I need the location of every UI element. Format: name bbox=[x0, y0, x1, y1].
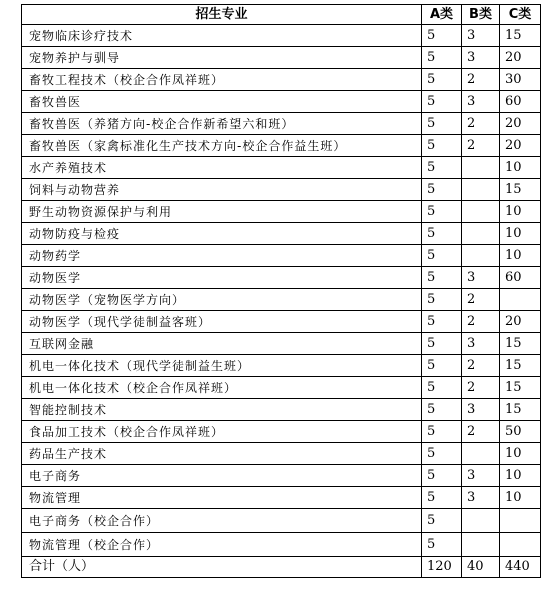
category-c-cell: 50 bbox=[500, 421, 541, 443]
category-b-cell: 3 bbox=[462, 25, 500, 47]
table-row bbox=[22, 487, 541, 509]
category-a-cell: 5 bbox=[422, 421, 462, 443]
header-category-b: B类 bbox=[462, 5, 500, 25]
major-cell: 畜牧兽医 bbox=[22, 91, 422, 113]
category-a-cell: 5 bbox=[422, 91, 462, 113]
category-a-cell: 5 bbox=[422, 533, 462, 557]
category-b-cell: 2 bbox=[462, 135, 500, 157]
category-c-cell: 20 bbox=[500, 113, 541, 135]
category-b-cell: 2 bbox=[462, 69, 500, 91]
major-cell: 饲料与动物营养 bbox=[22, 179, 422, 201]
major-cell: 动物医学（宠物医学方向） bbox=[22, 289, 422, 311]
major-cell: 智能控制技术 bbox=[22, 399, 422, 421]
category-c-cell: 10 bbox=[500, 201, 541, 223]
category-a-cell: 5 bbox=[422, 69, 462, 91]
category-c-cell: 15 bbox=[500, 333, 541, 355]
enrollment-table bbox=[21, 4, 541, 578]
table-total-row bbox=[22, 557, 541, 578]
category-c-cell: 20 bbox=[500, 135, 541, 157]
category-c-cell: 15 bbox=[500, 377, 541, 399]
table-row bbox=[22, 223, 541, 245]
category-a-cell: 5 bbox=[422, 509, 462, 533]
category-c-cell bbox=[500, 509, 541, 533]
table-row bbox=[22, 355, 541, 377]
table-row bbox=[22, 69, 541, 91]
header-category-a: A类 bbox=[422, 5, 462, 25]
table-body bbox=[22, 25, 541, 557]
category-a-cell: 5 bbox=[422, 465, 462, 487]
category-a-cell: 5 bbox=[422, 135, 462, 157]
major-cell: 动物防疫与检疫 bbox=[22, 223, 422, 245]
category-b-cell bbox=[462, 223, 500, 245]
table-row bbox=[22, 377, 541, 399]
category-c-cell: 10 bbox=[500, 157, 541, 179]
table-row bbox=[22, 533, 541, 557]
major-cell: 野生动物资源保护与利用 bbox=[22, 201, 422, 223]
category-b-cell: 2 bbox=[462, 377, 500, 399]
major-cell: 宠物养护与驯导 bbox=[22, 47, 422, 69]
category-b-cell: 3 bbox=[462, 465, 500, 487]
major-cell: 动物药学 bbox=[22, 245, 422, 267]
table-row bbox=[22, 179, 541, 201]
table-row bbox=[22, 267, 541, 289]
category-c-cell: 15 bbox=[500, 399, 541, 421]
category-b-cell: 2 bbox=[462, 355, 500, 377]
category-a-cell: 5 bbox=[422, 179, 462, 201]
category-c-cell: 15 bbox=[500, 179, 541, 201]
category-c-cell: 10 bbox=[500, 465, 541, 487]
category-b-cell: 2 bbox=[462, 421, 500, 443]
category-a-cell: 5 bbox=[422, 289, 462, 311]
table-row bbox=[22, 113, 541, 135]
category-c-cell: 10 bbox=[500, 443, 541, 465]
table-row bbox=[22, 157, 541, 179]
major-cell: 物流管理（校企合作） bbox=[22, 533, 422, 557]
major-cell: 畜牧兽医（家禽标准化生产技术方向-校企合作益生班） bbox=[22, 135, 422, 157]
category-a-cell: 5 bbox=[422, 25, 462, 47]
category-a-cell: 5 bbox=[422, 157, 462, 179]
category-a-cell: 5 bbox=[422, 399, 462, 421]
major-cell: 动物医学（现代学徒制益客班） bbox=[22, 311, 422, 333]
category-a-cell: 5 bbox=[422, 377, 462, 399]
category-b-cell bbox=[462, 201, 500, 223]
major-cell: 电子商务 bbox=[22, 465, 422, 487]
category-b-cell: 3 bbox=[462, 333, 500, 355]
major-cell: 水产养殖技术 bbox=[22, 157, 422, 179]
category-c-cell: 20 bbox=[500, 311, 541, 333]
table-row bbox=[22, 47, 541, 69]
major-cell: 食品加工技术（校企合作凤祥班） bbox=[22, 421, 422, 443]
category-b-cell: 3 bbox=[462, 267, 500, 289]
category-a-cell: 5 bbox=[422, 487, 462, 509]
major-cell: 电子商务（校企合作） bbox=[22, 509, 422, 533]
category-c-cell: 10 bbox=[500, 223, 541, 245]
total-category-c: 440 bbox=[500, 557, 541, 578]
table-row bbox=[22, 399, 541, 421]
major-cell: 机电一体化技术（校企合作凤祥班） bbox=[22, 377, 422, 399]
category-c-cell: 10 bbox=[500, 487, 541, 509]
category-b-cell: 2 bbox=[462, 113, 500, 135]
category-c-cell bbox=[500, 533, 541, 557]
table-row bbox=[22, 289, 541, 311]
table-row bbox=[22, 333, 541, 355]
category-b-cell: 3 bbox=[462, 47, 500, 69]
category-a-cell: 5 bbox=[422, 201, 462, 223]
category-c-cell: 60 bbox=[500, 91, 541, 113]
category-b-cell: 2 bbox=[462, 311, 500, 333]
category-c-cell: 15 bbox=[500, 25, 541, 47]
category-c-cell: 60 bbox=[500, 267, 541, 289]
total-category-b: 40 bbox=[462, 557, 500, 578]
category-a-cell: 5 bbox=[422, 267, 462, 289]
category-b-cell bbox=[462, 533, 500, 557]
major-cell: 互联网金融 bbox=[22, 333, 422, 355]
category-b-cell: 3 bbox=[462, 487, 500, 509]
category-b-cell bbox=[462, 179, 500, 201]
major-cell: 畜牧工程技术（校企合作凤祥班） bbox=[22, 69, 422, 91]
category-b-cell bbox=[462, 157, 500, 179]
category-b-cell bbox=[462, 245, 500, 267]
major-cell: 畜牧兽医（养猪方向-校企合作新希望六和班） bbox=[22, 113, 422, 135]
major-cell: 动物医学 bbox=[22, 267, 422, 289]
category-a-cell: 5 bbox=[422, 47, 462, 69]
category-a-cell: 5 bbox=[422, 355, 462, 377]
category-b-cell bbox=[462, 509, 500, 533]
category-c-cell: 20 bbox=[500, 47, 541, 69]
category-a-cell: 5 bbox=[422, 113, 462, 135]
table-row bbox=[22, 311, 541, 333]
category-a-cell: 5 bbox=[422, 333, 462, 355]
enrollment-table-container bbox=[21, 4, 541, 578]
category-c-cell: 30 bbox=[500, 69, 541, 91]
category-b-cell: 3 bbox=[462, 399, 500, 421]
table-row bbox=[22, 509, 541, 533]
category-b-cell bbox=[462, 443, 500, 465]
category-c-cell: 10 bbox=[500, 245, 541, 267]
table-header-row bbox=[22, 5, 541, 25]
total-category-a: 120 bbox=[422, 557, 462, 578]
total-label: 合计（人） bbox=[22, 557, 422, 578]
major-cell: 药品生产技术 bbox=[22, 443, 422, 465]
header-major: 招生专业 bbox=[22, 5, 422, 25]
category-a-cell: 5 bbox=[422, 245, 462, 267]
category-a-cell: 5 bbox=[422, 223, 462, 245]
category-c-cell: 15 bbox=[500, 355, 541, 377]
table-row bbox=[22, 465, 541, 487]
header-category-c: C类 bbox=[500, 5, 541, 25]
category-c-cell bbox=[500, 289, 541, 311]
table-row bbox=[22, 201, 541, 223]
table-row bbox=[22, 245, 541, 267]
table-row bbox=[22, 25, 541, 47]
category-b-cell: 3 bbox=[462, 91, 500, 113]
table-row bbox=[22, 91, 541, 113]
table-row bbox=[22, 443, 541, 465]
category-a-cell: 5 bbox=[422, 311, 462, 333]
category-a-cell: 5 bbox=[422, 443, 462, 465]
table-row bbox=[22, 421, 541, 443]
major-cell: 机电一体化技术（现代学徒制益生班） bbox=[22, 355, 422, 377]
major-cell: 物流管理 bbox=[22, 487, 422, 509]
table-row bbox=[22, 135, 541, 157]
major-cell: 宠物临床诊疗技术 bbox=[22, 25, 422, 47]
category-b-cell: 2 bbox=[462, 289, 500, 311]
